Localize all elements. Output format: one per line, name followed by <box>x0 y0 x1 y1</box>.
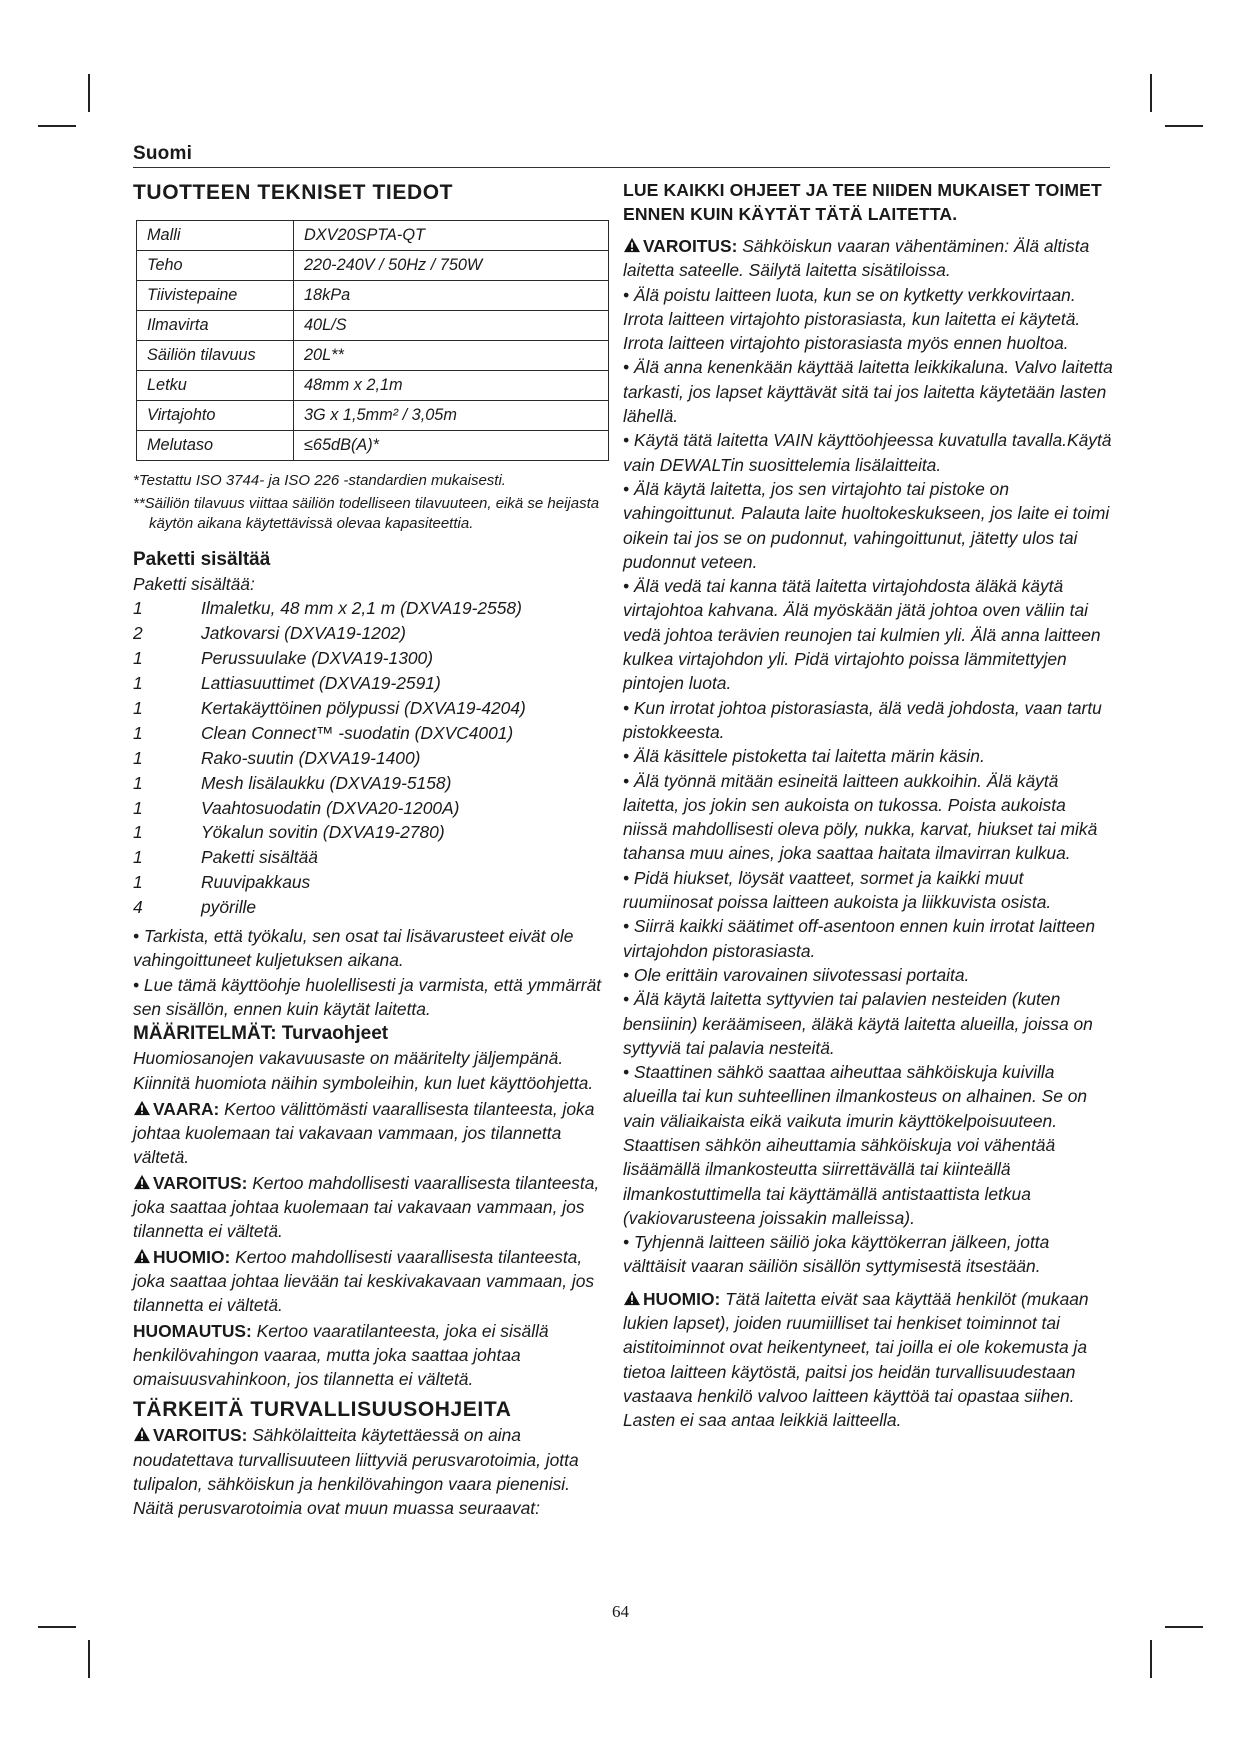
table-row <box>137 251 609 281</box>
danger-text: Kertoo välittömästi vaarallisesta tilanteesta, joka johtaa kuolemaan tai vakavaan vammaan, jos tilannetta vältetä. <box>133 1098 595 1168</box>
spec-key: Melutaso <box>137 431 294 461</box>
table-row <box>137 341 609 371</box>
crop-mark <box>1165 125 1203 127</box>
warning-triangle-icon <box>133 1248 151 1264</box>
spec-key: Säiliön tilavuus <box>137 341 294 371</box>
warning-triangle-icon <box>623 1290 641 1306</box>
read-instructions-heading: LUE KAIKKI OHJEET JA TEE NIIDEN MUKAISET TOIMET ENNEN KUIN KÄYTÄT TÄTÄ LAITETTA. <box>623 180 1102 224</box>
safety-bullet: • Älä työnnä mitään esineitä laitteen aukkoihin. Älä käytä laitetta, jos jokin sen aukoista on tukossa. Poista aukoista niissä mahdollisesti oleva pöly, nukka, karvat, hiukset tai mikä tahansa muu aines, joka saattaa haitata ilmavirran kulkua. <box>623 770 1098 864</box>
safety-bullet: • Älä käytä laitetta syttyvien tai palavien nesteiden (kuten bensiinin) keräämiseen, äläkä käytä laitetta alueilla, joissa on syttyviä tai palavia nesteitä. <box>623 989 1093 1058</box>
list-item <box>133 646 615 671</box>
safety-bullet: • Älä poistu laitteen luota, kun se on kytketty verkkovirtaan. Irrota laitteen virtajohto pistorasiasta, kun laitetta ei käytetä. Irrota laitteen virtajohto pistorasiasta myös ennen huoltoa. <box>623 284 1081 354</box>
specs-table <box>136 220 609 461</box>
crop-mark <box>1165 1626 1203 1628</box>
crop-mark <box>1150 74 1152 112</box>
warning-text: Kertoo mahdollisesti vaarallisesta tilanteesta, joka saattaa johtaa kuolemaan tai vakavaan vammaan, jos tilannetta ei vältetä. <box>133 1172 600 1242</box>
warning-triangle-icon <box>133 1100 151 1116</box>
item-qty: 1 <box>133 697 143 718</box>
list-item <box>133 746 615 771</box>
item-name: Kertakäyttöinen pölypussi (DXVA19-4204) <box>201 697 526 718</box>
warning-triangle-icon <box>133 1174 151 1190</box>
warning-label: VAROITUS: <box>153 1172 248 1193</box>
spec-key: Malli <box>137 221 294 251</box>
caution-definition <box>133 1245 615 1318</box>
item-qty: 2 <box>133 623 143 644</box>
spec-value: ≤65dB(A)* <box>294 431 609 461</box>
item-qty: 1 <box>133 822 143 843</box>
caution-note <box>623 1287 1113 1433</box>
crop-mark <box>1150 1640 1152 1678</box>
list-item <box>133 696 615 721</box>
item-name: Rako-suutin (DXVA19-1400) <box>201 747 421 768</box>
item-qty: 1 <box>133 598 143 619</box>
safety-bullet: • Siirrä kaikki säätimet off-asentoon ennen kuin irrotat laitteen virtajohdon pistorasiasta. <box>623 916 1096 961</box>
page-number: 64 <box>612 1602 629 1621</box>
list-item <box>133 845 615 870</box>
safety-warning <box>133 1423 615 1520</box>
package-title: Paketti sisältää <box>133 549 271 570</box>
caution-text: Kertoo mahdollisesti vaarallisesta tilanteesta, joka saattaa johtaa lievään tai keskivakavaan vammaan, jos tilannetta ei vältetä. <box>133 1246 595 1316</box>
safety-bullet: • Ole erittäin varovainen siivotessasi portaita. <box>623 964 970 985</box>
danger-label: VAARA: <box>153 1098 220 1119</box>
table-row <box>137 431 609 461</box>
item-name: Clean Connect™ -suodatin (DXVC4001) <box>201 722 514 743</box>
notice-text: Kertoo vaaratilanteesta, joka ei sisällä henkilövahingon vaaraa, mutta joka saattaa johtaa omaisuusvahinkoon, jos tilannetta ei vältetä. <box>133 1320 549 1390</box>
safety-bullet: • Staattinen sähkö saattaa aiheuttaa sähköiskuja kuivilla alueilla tai kun suhteellinen ilmankosteus on alhainen. Se on vain väliaikaista eikä vaikuta imurin käyttökelpoisuuteen. Staattisen sähkön aiheuttamia sähköiskuja voi vähentää lisäämällä ilmankosteutta siirrettävällä tai kiinteällä ilmankostuttimella tai käyttämällä antistaattista letkua (vakiovarusteena joissakin malleissa). <box>623 1062 1088 1228</box>
definitions-intro: Huomiosanojen vakavuusaste on määritelty jäljempänä. Kiinnitä huomiota näihin symboleihin, kun luet käyttöohjetta. <box>133 1048 594 1093</box>
safety-bullet: • Älä anna kenenkään käyttää laitetta leikkikaluna. Valvo laitetta tarkasti, jos lapset käyttävät sitä tai jos laitetta käytetään lasten lähellä. <box>623 357 1113 427</box>
spec-value: 40L/S <box>294 311 609 341</box>
specs-title: TUOTTEEN TEKNISET TIEDOT <box>133 181 454 204</box>
crop-mark <box>88 1640 90 1678</box>
list-item <box>133 820 615 845</box>
item-name: Mesh lisälaukku (DXVA19-5158) <box>201 772 452 793</box>
table-row <box>137 401 609 431</box>
notice-definition <box>133 1319 615 1392</box>
item-qty: 1 <box>133 772 143 793</box>
list-item <box>133 721 615 746</box>
header-rule <box>133 167 1110 168</box>
table-row <box>137 371 609 401</box>
list-item <box>133 621 615 646</box>
specs-footnote-1: *Testattu ISO 3744- ja ISO 226 -standardien mukaisesti. <box>133 472 506 489</box>
item-name: Vaahtosuodatin (DXVA20-1200A) <box>201 797 460 818</box>
item-name: Yökalun sovitin (DXVA19-2780) <box>201 822 445 843</box>
specs-footnote-2: **Säiliön tilavuus viittaa säiliön todelliseen tilavuuteen, eikä se heijasta käytön aikana käytettävissä olevaa kapasiteettia. <box>133 495 600 532</box>
safety-title: TÄRKEITÄ TURVALLISUUSOHJEITA <box>133 1398 512 1422</box>
crop-mark <box>38 125 76 127</box>
safety-warning-text: Sähkölaitteita käytettäessä on aina noudatettava turvallisuuteen liittyviä perusvarotoimia, jotta tulipalon, sähköiskun ja henkilövahingon vaara pienenisi. Näitä perusvarotoimia ovat muun muassa seuraavat: <box>133 1425 579 1519</box>
list-item <box>133 771 615 796</box>
language-label: Suomi <box>133 143 193 164</box>
definitions-title: MÄÄRITELMÄT: Turvaohjeet <box>133 1023 389 1045</box>
caution-note-text: Tätä laitetta eivät saa käyttää henkilöt (mukaan lukien lapset), joiden ruumiilliset tai henkiset toiminnot tai aistitoiminnot ovat heikentyneet, tai joilla ei ole kokemusta ja tietoa laitteen käytöstä, paitsi jos heidän turvallisuudestaan vastaava henkilö valvoo laitteen käyttöä tai opastaa siihen. Lasten ei saa antaa leikkiä laitteella. <box>623 1288 1089 1431</box>
item-qty: 1 <box>133 797 143 818</box>
item-name: Ruuvipakkaus <box>201 872 311 893</box>
safety-bullet: • Älä käsittele pistoketta tai laitetta märin käsin. <box>623 746 985 767</box>
table-row <box>137 221 609 251</box>
spec-key: Teho <box>137 251 294 281</box>
crop-mark <box>38 1626 76 1628</box>
list-item <box>133 895 615 920</box>
package-bullet: • Tarkista, että työkalu, sen osat tai lisävarusteet eivät ole vahingoittuneet kuljetuksen aikana. <box>133 926 574 971</box>
list-item <box>133 671 615 696</box>
right-column <box>623 172 1113 1433</box>
safety-bullet: • Älä vedä tai kanna tätä laitetta virtajohdosta äläkä käytä virtajohtoa kahvana. Älä myöskään jätä johtoa oven väliin tai vedä johtoa terävien reunojen tai kulmien yli. Älä anna laitteen kulkea virtajohdon yli. Pidä virtajohto poissa lämmitettyjen pintojen luota. <box>623 576 1101 694</box>
list-item <box>133 870 615 895</box>
safety-bullet: • Tyhjennä laitteen säiliö joka käyttökerran jälkeen, jotta välttäisit vaaran säiliön sisällön syttymisestä itsestään. <box>623 1232 1050 1277</box>
item-qty: 4 <box>133 897 143 918</box>
spec-key: Tiivistepaine <box>137 281 294 311</box>
item-qty: 1 <box>133 722 143 743</box>
warning-triangle-icon <box>133 1426 151 1442</box>
spec-value: 48mm x 2,1m <box>294 371 609 401</box>
left-column <box>133 172 615 1521</box>
spec-value: 220-240V / 50Hz / 750W <box>294 251 609 281</box>
spec-key: Letku <box>137 371 294 401</box>
package-bullet: • Lue tämä käyttöohje huolellisesti ja varmista, että ymmärrät sen sisällön, ennen kuin käytät laitetta. <box>133 974 602 1019</box>
spec-key: Ilmavirta <box>137 311 294 341</box>
package-list <box>133 596 615 920</box>
item-qty: 1 <box>133 648 143 669</box>
spec-value: 18kPa <box>294 281 609 311</box>
spec-value: 3G x 1,5mm² / 3,05m <box>294 401 609 431</box>
item-name: Perussuulake (DXVA19-1300) <box>201 648 434 669</box>
item-name: Ilmaletku, 48 mm x 2,1 m (DXVA19-2558) <box>201 598 522 619</box>
safety-warning-label: VAROITUS: <box>153 1425 248 1446</box>
item-name: Paketti sisältää <box>201 847 318 868</box>
item-name: Lattiasuuttimet (DXVA19-2591) <box>201 673 441 694</box>
danger-definition <box>133 1097 615 1170</box>
safety-bullet: • Älä käytä laitetta, jos sen virtajohto tai pistoke on vahingoittunut. Palauta laite huoltokeskukseen, jos laite ei toimi oikein tai jos se on pudonnut, vahingoittunut, jätetty ulos tai pudonnut veteen. <box>623 478 1110 572</box>
item-qty: 1 <box>133 747 143 768</box>
notice-label: HUOMAUTUS: <box>133 1320 252 1341</box>
spec-value: 20L** <box>294 341 609 371</box>
spec-key: Virtajohto <box>137 401 294 431</box>
safety-bullet: • Pidä hiukset, löysät vaatteet, sormet ja kaikki muut ruumiinosat poissa laitteen aukoista ja liikkuvista osista. <box>623 867 1052 913</box>
spec-value: DXV20SPTA-QT <box>294 221 609 251</box>
safety-bullet: • Käytä tätä laitetta VAIN käyttöohjeessa kuvatulla tavalla.Käytä vain DEWALTin suosittelemia lisälaitteita. <box>623 430 1112 475</box>
list-item <box>133 796 615 821</box>
item-qty: 1 <box>133 673 143 694</box>
shock-warning-label: VAROITUS: <box>643 236 738 256</box>
shock-warning-text: Sähköiskun vaaran vähentäminen: Älä altista laitetta sateelle. Säilytä laitetta sisätiloissa. <box>623 236 1090 281</box>
safety-bullet: • Kun irrotat johtoa pistorasiasta, älä vedä johdosta, vaan tartu pistokkeesta. <box>623 697 1102 742</box>
item-qty: 1 <box>133 872 143 893</box>
crop-mark <box>88 74 90 112</box>
item-name: pyörille <box>201 897 257 918</box>
caution-note-label: HUOMIO: <box>643 1288 721 1309</box>
table-row <box>137 311 609 341</box>
table-row <box>137 281 609 311</box>
item-name: Jatkovarsi (DXVA19-1202) <box>201 623 406 644</box>
warning-definition <box>133 1171 615 1244</box>
shock-warning <box>623 234 1113 283</box>
list-item <box>133 596 615 621</box>
package-subtitle: Paketti sisältää: <box>133 574 255 594</box>
caution-label: HUOMIO: <box>153 1246 231 1267</box>
item-qty: 1 <box>133 847 143 868</box>
warning-triangle-icon <box>623 237 641 253</box>
